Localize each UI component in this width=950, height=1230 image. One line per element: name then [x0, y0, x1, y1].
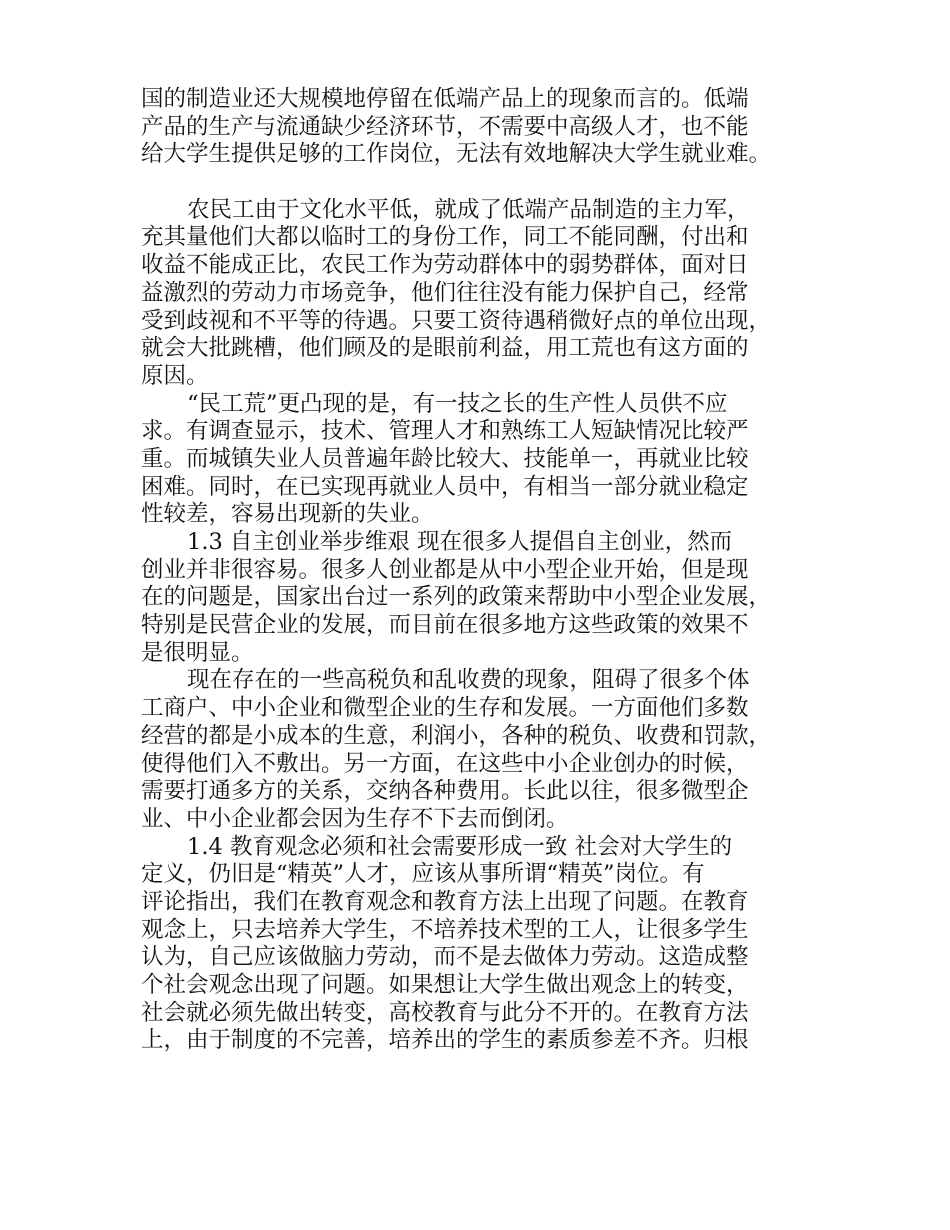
text-line: 困难。同时，在已实现再就业人员中，有相当一部分就业稳定 [141, 473, 749, 500]
text-line: 产品的生产与流通缺少经济环节，不需要中高级人才，也不能 [141, 113, 749, 140]
text-line: 受到歧视和不平等的待遇。只要工资待遇稍微好点的单位出现， [141, 307, 772, 334]
text-line: 经营的都是小成本的生意，利润小，各种的税负、收费和罚款， [141, 722, 772, 749]
text-line: 农民工由于文化水平低，就成了低端产品制造的主力军， [187, 196, 750, 223]
text-line: 原因。 [141, 362, 209, 389]
text-line: 特别是民营企业的发展，而目前在很多地方这些政策的效果不 [141, 612, 749, 639]
text-line: 个社会观念出现了问题。如果想让大学生做出观念上的转变， [141, 972, 749, 998]
paragraph-gap [141, 169, 831, 197]
text-line: 工商户、中小企业和微型企业的生存和发展。一方面他们多数 [141, 695, 749, 722]
text-line: 收益不能成正比，农民工作为劳动群体中的弱势群体，面对日 [141, 252, 749, 279]
document-body [141, 86, 831, 1055]
text-line: 使得他们入不敷出。另一方面，在这些中小企业创办的时候， [141, 750, 749, 777]
text-line: 求。有调查显示，技术、管理人才和熟练工人短缺情况比较严 [141, 418, 749, 445]
text-line: 就会大批跳槽，他们顾及的是眼前利益，用工荒也有这方面的 [141, 335, 749, 362]
text-line: “民工荒”更凸现的是，有一技之长的生产性人员供不应 [187, 390, 728, 417]
text-line: 上，由于制度的不完善，培养出的学生的素质参差不齐。归根 [141, 1027, 749, 1054]
text-line: 充其量他们大都以临时工的身份工作，同工不能同酬，付出和 [141, 224, 749, 251]
text-line: 认为，自己应该做脑力劳动，而不是去做体力劳动。这造成整 [141, 944, 749, 971]
text-line: 益激烈的劳动力市场竞争，他们往往没有能力保护自己，经常 [141, 279, 749, 306]
text-line: 评论指出，我们在教育观念和教育方法上出现了问题。在教育 [141, 888, 749, 915]
text-line: 现在存在的一些高税负和乱收费的现象，阻碍了很多个体 [187, 667, 750, 694]
text-line: 是很明显。 [141, 639, 254, 666]
text-line: 社会就必须先做出转变，高校教育与此分不开的。在教育方法 [141, 999, 749, 1026]
text-line: 国的制造业还大规模地停留在低端产品上的现象而言的。低端 [141, 86, 749, 112]
text-line: 在的问题是，国家出台过一系列的政策来帮助中小型企业发展， [141, 584, 772, 611]
text-line: 性较差，容易出现新的失业。 [141, 501, 434, 528]
text-line: 需要打通多方的关系，交纳各种费用。长此以往，很多微型企 [141, 778, 749, 805]
text-line: 重。而城镇失业人员普遍年龄比较大、技能单一，再就业比较 [141, 445, 749, 472]
text-line: 创业并非很容易。很多人创业都是从中小型企业开始，但是现 [141, 556, 749, 583]
text-line: 业、中小企业都会因为生存不下去而倒闭。 [141, 805, 569, 832]
section-heading-line: 1.4 教育观念必须和社会需要形成一致 社会对大学生的 [187, 833, 733, 860]
text-line: 观念上，只去培养大学生，不培养技术型的工人，让很多学生 [141, 916, 749, 943]
text-line: 定义，仍旧是“精英”人才，应该从事所谓“精英”岗位。有 [141, 861, 705, 888]
section-heading-line: 1.3 自主创业举步维艰 现在很多人提倡自主创业，然而 [187, 529, 733, 555]
text-line: 给大学生提供足够的工作岗位，无法有效地解决大学生就业难。 [141, 141, 772, 168]
